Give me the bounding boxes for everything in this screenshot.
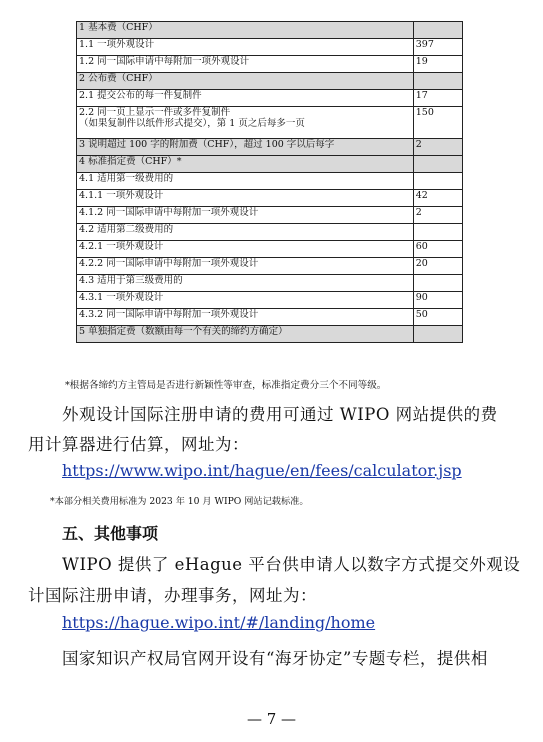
fee-item-cell <box>77 90 414 107</box>
fee-table-row <box>77 190 463 207</box>
fee-table <box>76 21 463 343</box>
fee-item-cell <box>77 258 414 275</box>
paragraph-ehague-line1: WIPO 提供了 eHague 平台供申请人以数字方式提交外观设 <box>62 555 521 574</box>
fee-item-cell <box>77 73 414 90</box>
fee-amount-cell <box>413 156 462 173</box>
fee-item-label: 4.1.1 一项外观设计 <box>79 190 164 201</box>
fee-table-row <box>77 292 463 309</box>
fee-amount-cell: 20 <box>413 258 462 275</box>
fee-item-cell <box>77 22 414 39</box>
fee-amount-cell <box>413 173 462 190</box>
fee-amount-cell: 397 <box>413 39 462 56</box>
fee-item-label: 4.2.1 一项外观设计 <box>79 241 164 252</box>
fee-item-label: 5 单独指定费（数额由每一个有关的缔约方确定） <box>79 326 288 337</box>
fee-table-row <box>77 139 463 156</box>
fee-table-row <box>77 275 463 292</box>
fee-table-row <box>77 326 463 343</box>
fee-item-cell <box>77 107 414 139</box>
fee-amount-cell: 60 <box>413 241 462 258</box>
fee-item-cell <box>77 309 414 326</box>
fee-item-label: 2 公布费（CHF） <box>79 73 158 84</box>
fee-amount-cell <box>413 224 462 241</box>
fee-amount-cell: 50 <box>413 309 462 326</box>
fee-item-label: 4.2 适用第二级费用的 <box>79 224 174 235</box>
fee-item-cell <box>77 56 414 73</box>
fee-table-row <box>77 90 463 107</box>
page-number: — 7 — <box>246 710 297 728</box>
ehague-link[interactable]: https://hague.wipo.int/#/landing/home <box>62 613 376 632</box>
fee-item-cell <box>77 326 414 343</box>
fee-item-label: 2.2 同一页上显示一件或多件复制件 <box>79 107 231 118</box>
fee-amount-cell <box>413 22 462 39</box>
fee-amount-cell: 150 <box>413 107 462 139</box>
paragraph-fee-calculator-line1: 外观设计国际注册申请的费用可通过 WIPO 网站提供的费 <box>62 405 498 424</box>
fee-amount-cell <box>413 326 462 343</box>
fee-table-row <box>77 241 463 258</box>
fee-amount-cell: 19 <box>413 56 462 73</box>
fee-amount-cell: 90 <box>413 292 462 309</box>
fee-item-label: 1.1 一项外观设计 <box>79 39 155 50</box>
fee-item-label: 4.3.1 一项外观设计 <box>79 292 164 303</box>
fee-table-row <box>77 309 463 326</box>
fee-table-row <box>77 56 463 73</box>
fee-item-label: 1 基本费（CHF） <box>79 22 158 33</box>
fee-item-cell <box>77 39 414 56</box>
fee-amount-cell: 2 <box>413 207 462 224</box>
section-heading-other-matters: 五、其他事项 <box>62 524 159 543</box>
fee-item-cell <box>77 241 414 258</box>
fee-item-cell <box>77 173 414 190</box>
fee-item-label: 4.1 适用第一级费用的 <box>79 173 174 184</box>
fee-item-cell <box>77 224 414 241</box>
fee-table-row <box>77 173 463 190</box>
fee-item-cell <box>77 275 414 292</box>
paragraph-ehague-line2: 计国际注册申请，办理事务，网址为： <box>28 586 317 605</box>
fee-item-cell <box>77 190 414 207</box>
fee-table-row <box>77 207 463 224</box>
fee-table-body <box>77 22 463 343</box>
fee-item-label: 4.3 适用于第三级费用的 <box>79 275 183 286</box>
fee-table-row <box>77 22 463 39</box>
fee-item-label: 4.2.2 同一国际申请中每附加一项外观设计 <box>79 258 259 269</box>
fee-item-label: 1.2 同一国际申请中每附加一项外观设计 <box>79 56 250 67</box>
fee-table-row <box>77 156 463 173</box>
fee-table-row <box>77 258 463 275</box>
fee-standard-footnote: *本部分相关费用标准为 2023 年 10 月 WIPO 网站记载标准。 <box>50 496 309 507</box>
fee-amount-cell <box>413 73 462 90</box>
fee-amount-cell: 17 <box>413 90 462 107</box>
fee-item-label: 3 说明超过 100 字的附加费（CHF），超过 100 字以后每字 <box>79 139 335 150</box>
fee-item-cell <box>77 292 414 309</box>
fee-item-cell <box>77 139 414 156</box>
fee-item-label: 2.1 提交公布的每一件复制件 <box>79 90 202 101</box>
table-footnote: *根据各缔约方主管局是否进行新颖性等审查，标准指定费分三个不同等级。 <box>65 380 387 391</box>
fee-item-label-continued: （如果复制件以纸件形式提交），第 1 页之后每多一页 <box>79 117 305 129</box>
fee-amount-cell: 42 <box>413 190 462 207</box>
fee-calculator-link[interactable]: https://www.wipo.int/hague/en/fees/calculator.jsp <box>62 461 462 480</box>
fee-table-row <box>77 73 463 90</box>
fee-item-cell <box>77 207 414 224</box>
fee-table-row <box>77 39 463 56</box>
fee-item-label: 4 标准指定费（CHF）* <box>79 156 182 167</box>
fee-amount-cell: 2 <box>413 139 462 156</box>
fee-item-label: 4.3.2 同一国际申请中每附加一项外观设计 <box>79 309 259 320</box>
fee-item-label: 4.1.2 同一国际申请中每附加一项外观设计 <box>79 207 259 218</box>
fee-item-cell <box>77 156 414 173</box>
fee-amount-cell <box>413 275 462 292</box>
paragraph-fee-calculator-line2: 用计算器进行估算，网址为： <box>28 435 249 454</box>
paragraph-cnipa-line1: 国家知识产权局官网开设有“海牙协定”专题专栏，提供相 <box>62 649 488 668</box>
fee-table-row <box>77 107 463 139</box>
fee-table-row <box>77 224 463 241</box>
